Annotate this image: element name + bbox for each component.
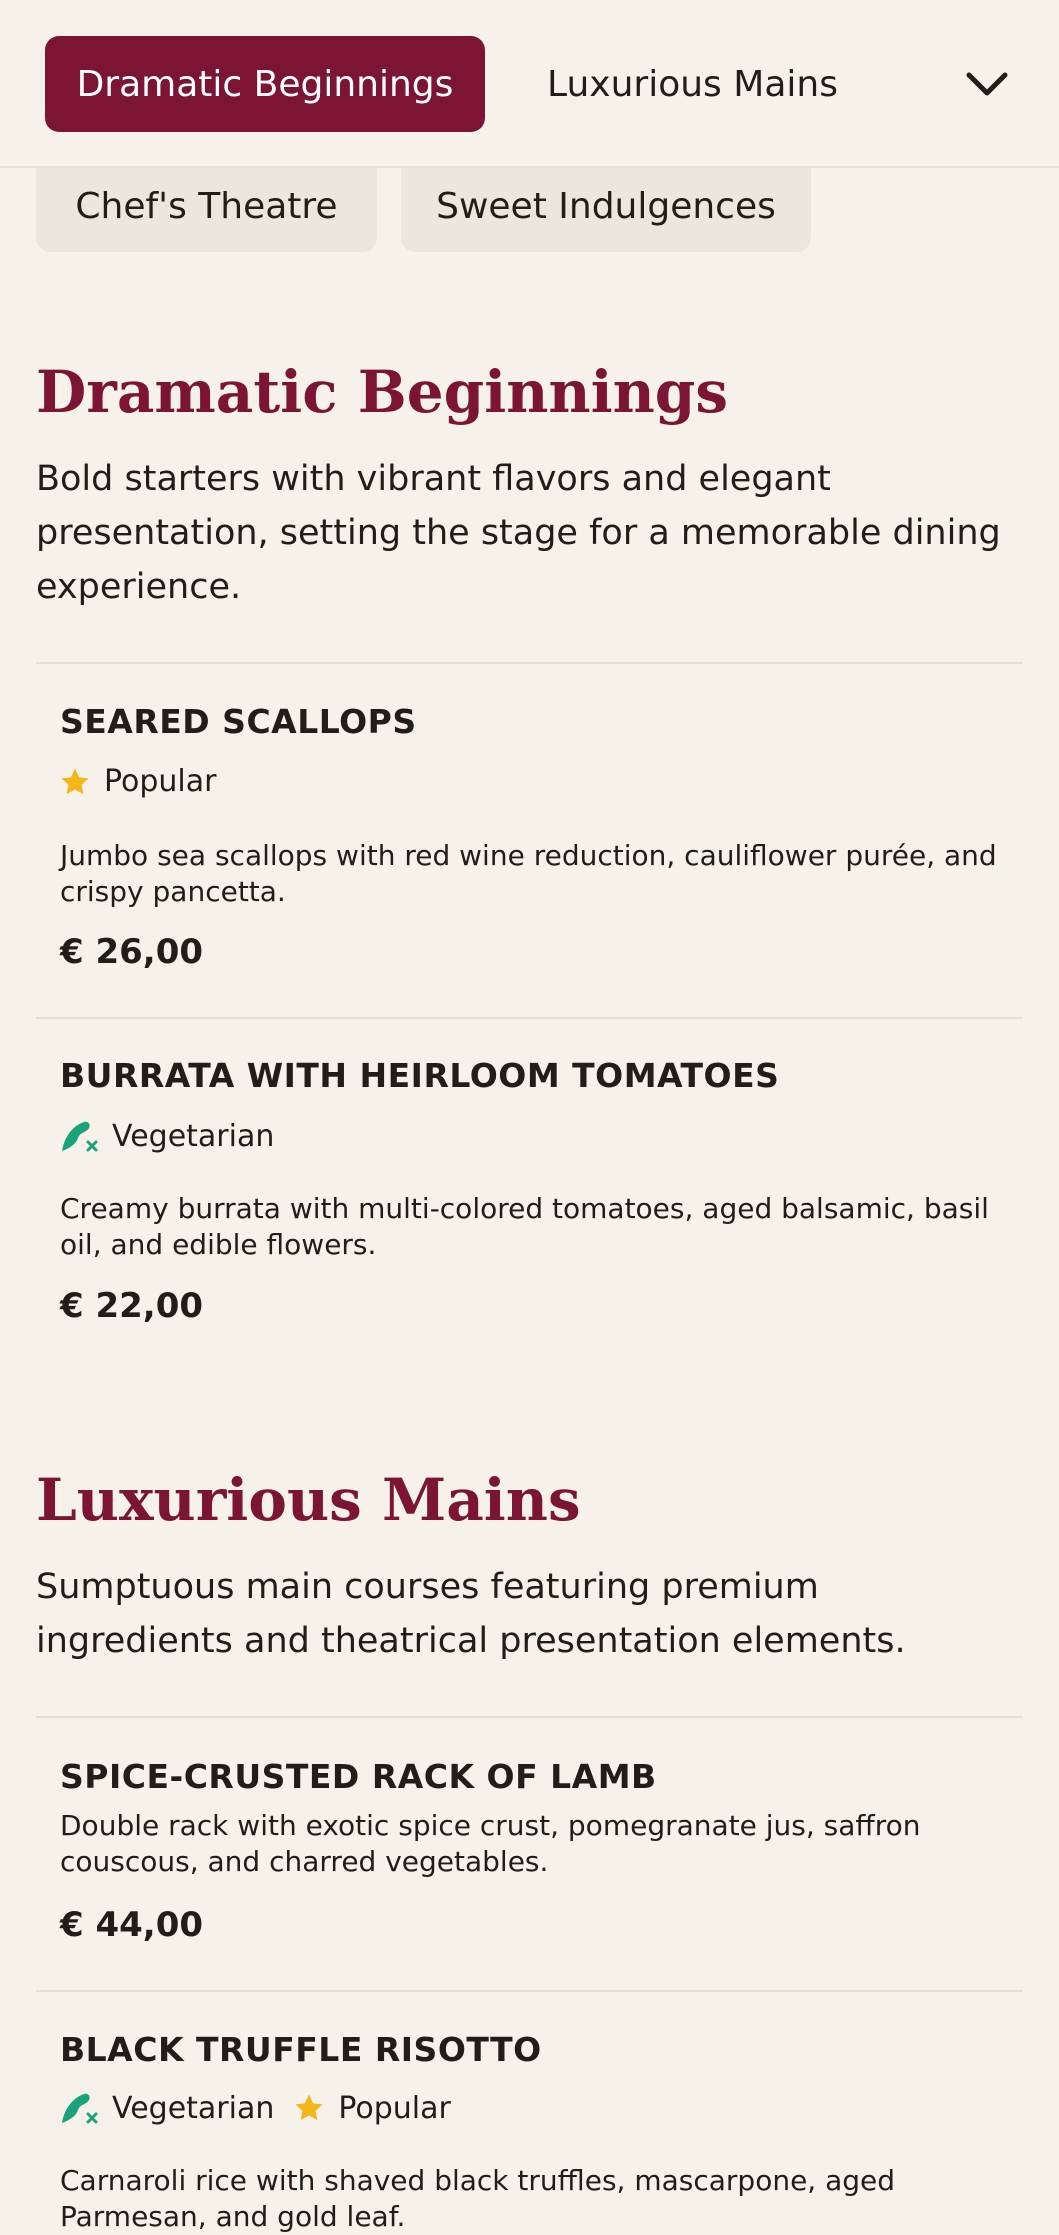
item-description: Carnaroli rice with shaved black truffles, mascarpone, aged Parmesan, and gold leaf. <box>60 2164 896 2233</box>
item-description: Jumbo sea scallops with red wine reduction, cauliflower purée, and crispy pancetta. <box>60 839 997 908</box>
item-price: € 26,00 <box>60 932 204 972</box>
item-description: Double rack with exotic spice crust, pomegranate jus, saffron couscous, and charred vegetables. <box>60 1809 921 1878</box>
vegetarian-icon <box>58 1118 100 1154</box>
tag-label: Popular <box>104 764 217 799</box>
divider <box>36 1017 1023 1019</box>
vegetarian-icon <box>58 2090 100 2126</box>
tag-label: Popular <box>338 2090 451 2126</box>
tag-popular <box>58 764 217 799</box>
section-title: Dramatic Beginnings <box>36 358 728 426</box>
section-description: Sumptuous main courses featuring premium ingredients and theatrical presentation elements. <box>36 1567 906 1661</box>
tag-label: Vegetarian <box>112 1118 275 1154</box>
section-description: Bold starters with vibrant flavors and elegant presentation, setting the stage for a memorable dining experience. <box>36 459 1001 607</box>
category-nav <box>0 0 1059 168</box>
item-price: € 44,00 <box>60 1905 204 1945</box>
section-title: Luxurious Mains <box>36 1466 581 1534</box>
item-name: SPICE-CRUSTED RACK OF LAMB <box>60 1757 657 1796</box>
divider <box>36 1716 1023 1718</box>
tag-vegetarian <box>58 2090 274 2126</box>
item-description: Creamy burrata with multi-colored tomatoes, aged balsamic, basil oil, and edible flowers. <box>60 1192 989 1261</box>
star-icon <box>292 2091 326 2125</box>
star-icon <box>58 765 92 799</box>
tab-luxurious-mains[interactable]: Luxurious Mains <box>547 63 838 105</box>
tag-vegetarian <box>58 1118 274 1154</box>
divider <box>36 662 1023 664</box>
item-price: € 22,00 <box>60 1286 204 1326</box>
item-tags <box>58 2090 469 2126</box>
tag-label: Vegetarian <box>112 2090 275 2126</box>
item-name: BLACK TRUFFLE RISOTTO <box>60 2030 542 2069</box>
tab-chefs-theatre[interactable]: Chef's Theatre <box>36 160 377 252</box>
tab-dramatic-beginnings[interactable]: Dramatic Beginnings <box>45 36 485 132</box>
item-name: SEARED SCALLOPS <box>60 702 417 741</box>
item-tags <box>58 764 235 799</box>
item-name: BURRATA WITH HEIRLOOM TOMATOES <box>60 1056 780 1095</box>
item-tags <box>58 1118 292 1154</box>
chevron-down-icon[interactable] <box>955 58 1019 110</box>
tab-sweet-indulgences[interactable]: Sweet Indulgences <box>401 160 811 252</box>
divider <box>36 1990 1023 1992</box>
tag-popular <box>292 2091 451 2126</box>
